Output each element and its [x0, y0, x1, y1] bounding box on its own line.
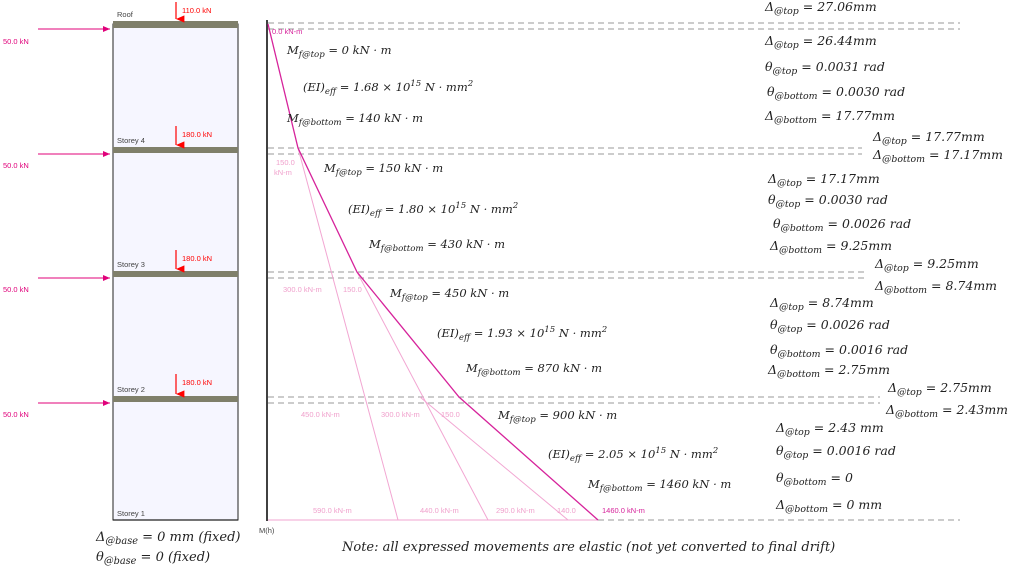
- eq-moment-top: $M_{f@top} = 150$ kN · m: [324, 161, 444, 178]
- theta-top: $\theta_{@top} = 0.0026$ rad: [770, 317, 890, 335]
- delta-top: $\Delta_{@top} = 17.17mm$: [768, 171, 880, 189]
- slab-storey-2: [113, 396, 238, 402]
- eq-moment-bottom: $M_{f@bottom} = 430$ kN · m: [369, 237, 506, 254]
- joint-delta-bottom: $\Delta_{@bottom} = 8.74mm$: [875, 278, 998, 296]
- moment-label: 140.0: [557, 506, 576, 515]
- gravity-load-label: 180.0 kN: [182, 254, 213, 263]
- eq-moment-top: $M_{f@top} = 0$ kN · m: [287, 43, 392, 60]
- delta-top: $\Delta_{@top} = 26.44mm$: [765, 33, 877, 51]
- eq-moment-top: $M_{f@top} = 450$ kN · m: [390, 286, 510, 303]
- moment-line-faint: [357, 272, 488, 520]
- delta-top: $\Delta_{@top} = 8.74mm$: [770, 295, 874, 313]
- base-theta: $\theta_{@base} = 0$ (fixed): [96, 550, 211, 567]
- moment-label: 300.0 kN-m: [283, 285, 322, 294]
- joint-delta-bottom: $\Delta_{@bottom} = 2.43mm$: [886, 402, 1009, 420]
- delta-bottom: $\Delta_{@bottom} = 2.75mm$: [768, 362, 891, 380]
- delta-bottom: $\Delta_{@bottom} = 17.77mm$: [765, 108, 895, 126]
- eq-moment-top: $M_{f@top} = 900$ kN · m: [498, 408, 618, 425]
- building-frame: [113, 21, 238, 520]
- moment-label: 450.0 kN-m: [301, 410, 340, 419]
- eq-moment-bottom: $M_{f@bottom} = 1460$ kN · m: [588, 477, 732, 494]
- base-conditions: [95, 530, 240, 567]
- level-name: Storey 2: [117, 385, 145, 394]
- eq-moment-bottom: $M_{f@bottom} = 870$ kN · m: [466, 361, 603, 378]
- delta-bottom: $\Delta_{@bottom} = 0$ mm: [776, 497, 883, 515]
- joint-delta-top: $\Delta_{@top} = 2.75mm$: [888, 380, 992, 398]
- storey-equations: [286, 43, 731, 494]
- lateral-load-label: 50.0 kN: [3, 37, 29, 46]
- lateral-load-label: 50.0 kN: [3, 410, 29, 419]
- eq-ei-eff: $(EI)_{eff} = 1.68 \times 10^{15}$ $N \cdot mm^2$: [303, 79, 474, 97]
- elastic-note: Note: all expressed movements are elastic (not yet converted to final drift): [342, 540, 836, 555]
- roof-drift: $\Delta_{@top} = 27.06mm$: [765, 0, 877, 17]
- level-name: Storey 3: [117, 260, 145, 269]
- moment-label: 150.0: [276, 158, 295, 167]
- moment-value-labels: [272, 27, 645, 515]
- moment-label: 150.0: [343, 285, 362, 294]
- eq-moment-bottom: $M_{f@bottom} = 140$ kN · m: [287, 111, 424, 128]
- moment-label: 300.0 kN-m: [381, 410, 420, 419]
- lateral-loads: [3, 29, 110, 419]
- theta-top: $\theta_{@top} = 0.0016$ rad: [776, 443, 896, 461]
- moment-axis-label: M(h): [259, 526, 275, 535]
- delta-bottom: $\Delta_{@bottom} = 9.25mm$: [770, 238, 893, 256]
- eq-ei-eff: $(EI)_{eff} = 2.05 \times 10^{15}$ $N \cdot mm^2$: [548, 446, 719, 464]
- theta-top: $\theta_{@top} = 0.0030$ rad: [768, 192, 888, 210]
- slab-storey-4: [113, 147, 238, 153]
- gravity-load-label: 180.0 kN: [182, 378, 213, 387]
- theta-top: $\theta_{@top} = 0.0031$ rad: [765, 59, 885, 77]
- eq-ei-eff: $(EI)_{eff} = 1.80 \times 10^{15}$ $N \cdot mm^2$: [348, 201, 519, 219]
- joint-delta-bottom: $\Delta_{@bottom} = 17.17mm$: [873, 147, 1003, 165]
- moment-label: kN-m: [274, 168, 292, 177]
- gravity-load-label: 180.0 kN: [182, 130, 213, 139]
- theta-bottom: $\theta_{@bottom} = 0.0016$ rad: [770, 342, 909, 360]
- lateral-load-label: 50.0 kN: [3, 285, 29, 294]
- level-name: Storey 4: [117, 136, 145, 145]
- theta-bottom: $\theta_{@bottom} = 0$: [776, 470, 853, 488]
- moment-label: 440.0 kN-m: [420, 506, 459, 515]
- eq-ei-eff: $(EI)_{eff} = 1.93 \times 10^{15}$ $N \cdot mm^2$: [437, 325, 608, 343]
- slab-roof: [113, 21, 238, 28]
- moment-label: 1460.0 kN-m: [602, 506, 645, 515]
- theta-bottom: $\theta_{@bottom} = 0.0030$ rad: [767, 84, 906, 102]
- level-name: Roof: [117, 10, 133, 19]
- moment-label: 0.0 kN-m: [272, 27, 303, 36]
- slab-storey-3: [113, 271, 238, 277]
- moment-label: 150.0: [441, 410, 460, 419]
- drift-results: [764, 0, 1008, 515]
- lateral-load-label: 50.0 kN: [3, 161, 29, 170]
- gravity-load-label: 110.0 kN: [182, 6, 212, 15]
- delta-top: $\Delta_{@top} = 2.43$ mm: [776, 420, 884, 438]
- joint-delta-top: $\Delta_{@top} = 9.25mm$: [875, 256, 979, 274]
- moment-label: 590.0 kN-m: [313, 506, 352, 515]
- theta-bottom: $\theta_{@bottom} = 0.0026$ rad: [773, 216, 912, 234]
- moment-label: 290.0 kN-m: [496, 506, 535, 515]
- level-name: Storey 1: [117, 509, 145, 518]
- base-delta: $\Delta_{@base} = 0$ mm (fixed): [96, 530, 241, 547]
- joint-delta-top: $\Delta_{@top} = 17.77mm$: [873, 129, 985, 147]
